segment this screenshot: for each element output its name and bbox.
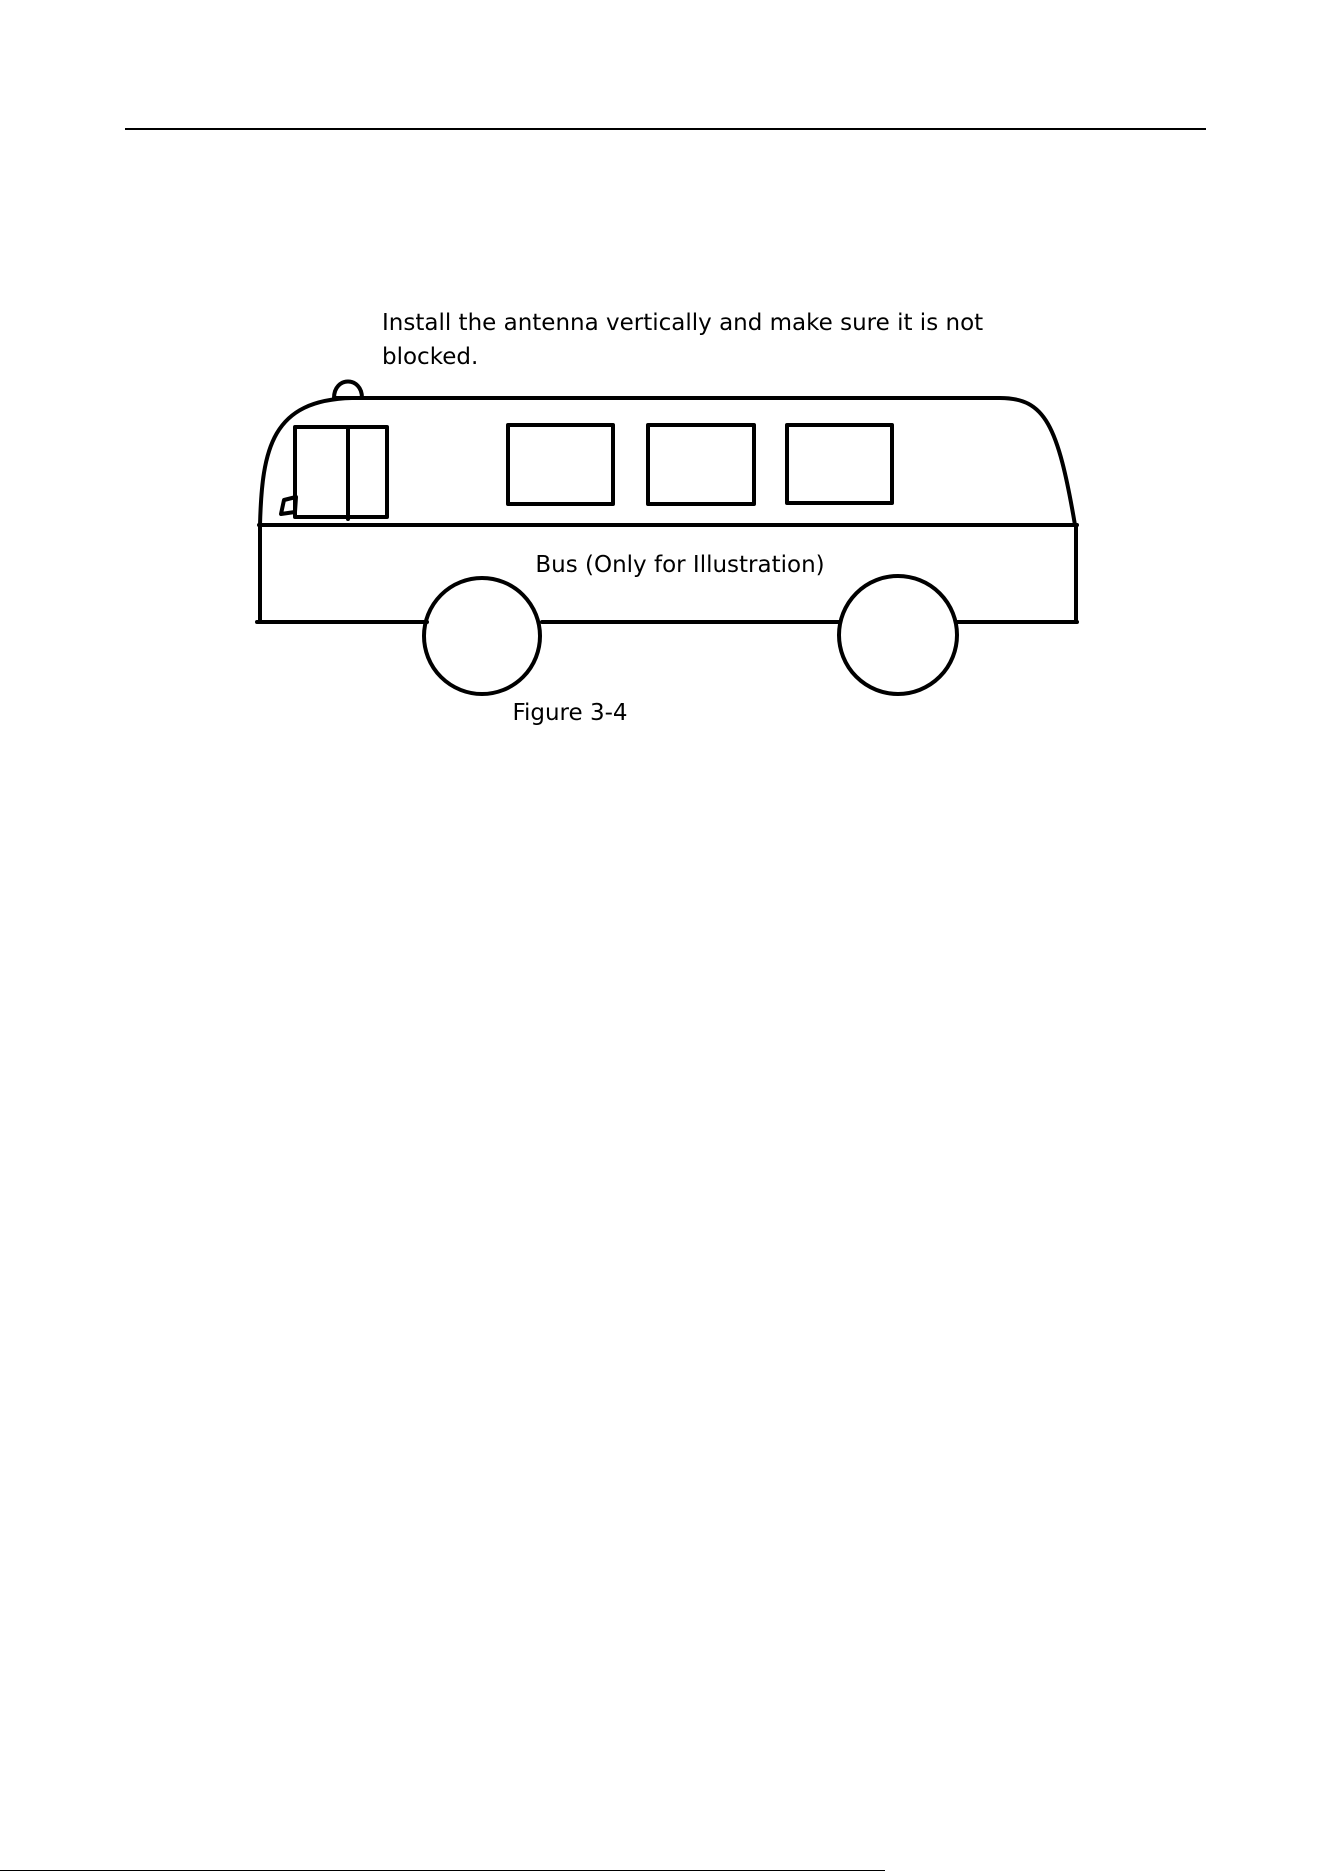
wheel-icon bbox=[424, 578, 540, 694]
wheel-icon bbox=[839, 576, 957, 694]
window-icon bbox=[787, 425, 892, 503]
mirror-icon bbox=[281, 497, 296, 514]
figure-caption: Figure 3-4 bbox=[512, 700, 628, 726]
door-icon bbox=[295, 427, 387, 517]
bus-label: Bus (Only for Illustration) bbox=[535, 552, 825, 578]
window-icon bbox=[648, 425, 754, 504]
antenna-icon bbox=[334, 382, 362, 399]
antenna-instruction-text: Install the antenna vertically and make sure it is not blocked. bbox=[382, 310, 984, 370]
footer-rule bbox=[0, 1870, 885, 1871]
window-icon bbox=[508, 425, 613, 504]
